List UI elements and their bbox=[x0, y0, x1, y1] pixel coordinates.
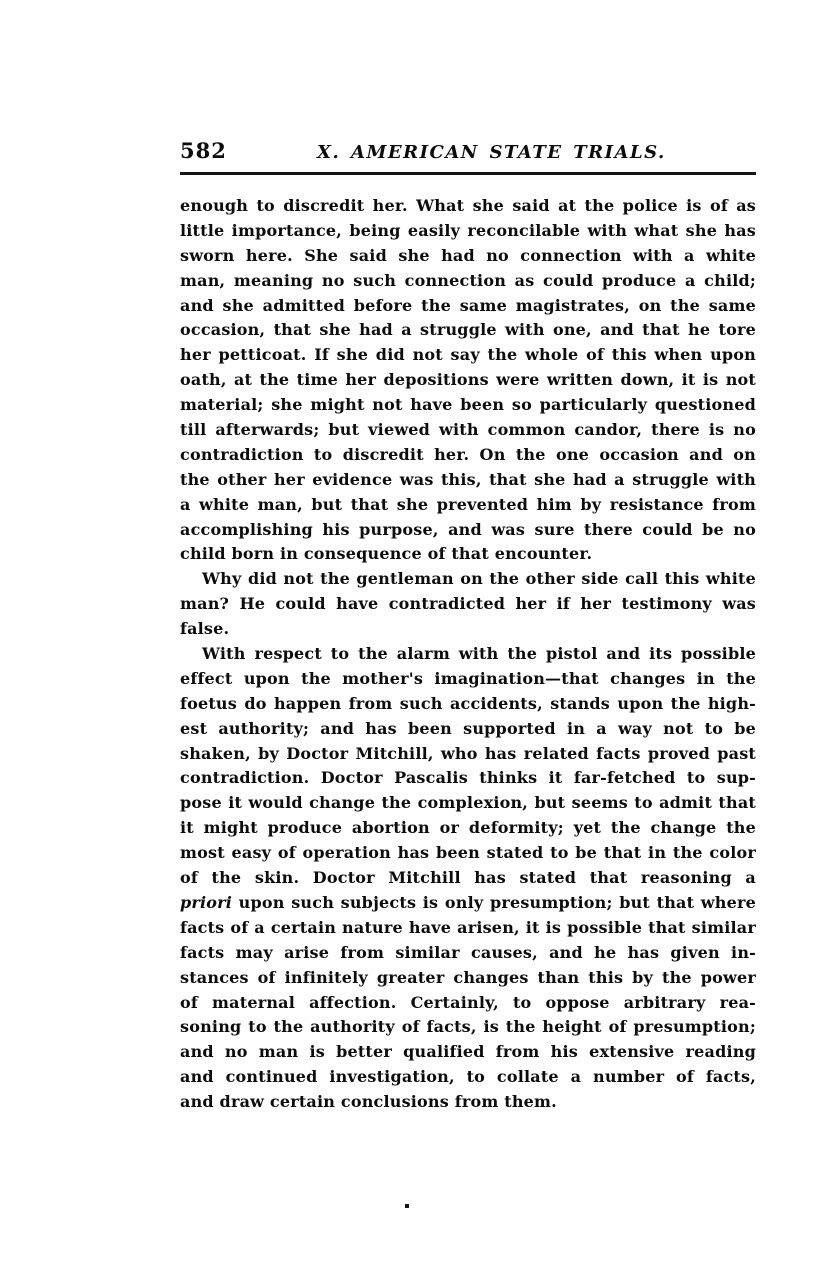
text-line: till afterwards; but viewed with common candor, there is no bbox=[180, 420, 756, 440]
text-line: most easy of operation has been stated to be that in the color bbox=[180, 843, 756, 863]
page-header bbox=[180, 138, 756, 166]
text-line: and she admitted before the same magistrates, on the same bbox=[180, 295, 756, 315]
text-line: est authority; and has been supported in a way not to be bbox=[180, 718, 756, 738]
text-line: priori upon such subjects is only presumption; but that where bbox=[180, 892, 756, 912]
page-body bbox=[180, 194, 756, 1115]
page-number: 582 bbox=[180, 138, 227, 163]
header-rule bbox=[180, 172, 756, 175]
text-line: occasion, that she had a struggle with one, and that he tore bbox=[180, 320, 756, 340]
text-line: soning to the authority of facts, is the height of presumption; bbox=[180, 1017, 756, 1037]
paragraph bbox=[180, 567, 756, 642]
text-line: the other her evidence was this, that she had a struggle with bbox=[180, 469, 756, 489]
paragraph bbox=[180, 642, 756, 1115]
ink-speck bbox=[405, 1204, 409, 1208]
text-line: of maternal affection. Certainly, to oppose arbitrary rea- bbox=[180, 992, 756, 1012]
text-line: her petticoat. If she did not say the whole of this when upon bbox=[180, 345, 756, 365]
text-line: of the skin. Doctor Mitchill has stated that reasoning a bbox=[180, 868, 756, 888]
text-line: and no man is better qualified from his extensive reading bbox=[180, 1042, 756, 1062]
text-line: a white man, but that she prevented him by resistance from bbox=[180, 494, 756, 514]
text-line: accomplishing his purpose, and was sure there could be no bbox=[180, 519, 756, 539]
text-line: shaken, by Doctor Mitchill, who has related facts proved past bbox=[180, 743, 756, 763]
text-line: oath, at the time her depositions were written down, it is not bbox=[180, 370, 756, 390]
text-line: effect upon the mother's imagination—that changes in the bbox=[180, 668, 756, 688]
text-line: it might produce abortion or deformity; yet the change the bbox=[180, 818, 756, 838]
paragraph bbox=[180, 194, 756, 567]
running-title: X. AMERICAN STATE TRIALS. bbox=[317, 142, 666, 163]
text-line: foetus do happen from such accidents, stands upon the high- bbox=[180, 693, 756, 713]
text-line: false. bbox=[180, 619, 230, 639]
text-line: facts of a certain nature have arisen, it is possible that similar bbox=[180, 917, 756, 937]
text-line: man, meaning no such connection as could produce a child; bbox=[180, 270, 756, 290]
text-line: pose it would change the complexion, but seems to admit that bbox=[180, 793, 756, 813]
text-line: facts may arise from similar causes, and he has given in- bbox=[180, 942, 756, 962]
text-line: contradiction. Doctor Pascalis thinks it far-fetched to sup- bbox=[180, 768, 756, 788]
text-line: child born in consequence of that encounter. bbox=[180, 544, 593, 564]
text-line: man? He could have contradicted her if her testimony was bbox=[180, 594, 756, 614]
text-line: Why did not the gentleman on the other side call this white bbox=[202, 569, 756, 589]
text-column bbox=[180, 138, 756, 1115]
text-line: sworn here. She said she had no connection with a white bbox=[180, 245, 756, 265]
text-line: and draw certain conclusions from them. bbox=[180, 1092, 557, 1112]
text-line: enough to discredit her. What she said at the police is of as bbox=[180, 196, 756, 215]
text-line: With respect to the alarm with the pistol and its possible bbox=[202, 644, 756, 664]
text-line: stances of infinitely greater changes than this by the power bbox=[180, 967, 756, 987]
text-line: little importance, being easily reconcilable with what she has bbox=[180, 220, 756, 240]
text-line: and continued investigation, to collate a number of facts, bbox=[180, 1067, 756, 1087]
text-line: contradiction to discredit her. On the one occasion and on bbox=[180, 444, 756, 464]
text-line: material; she might not have been so particularly questioned bbox=[180, 395, 756, 415]
